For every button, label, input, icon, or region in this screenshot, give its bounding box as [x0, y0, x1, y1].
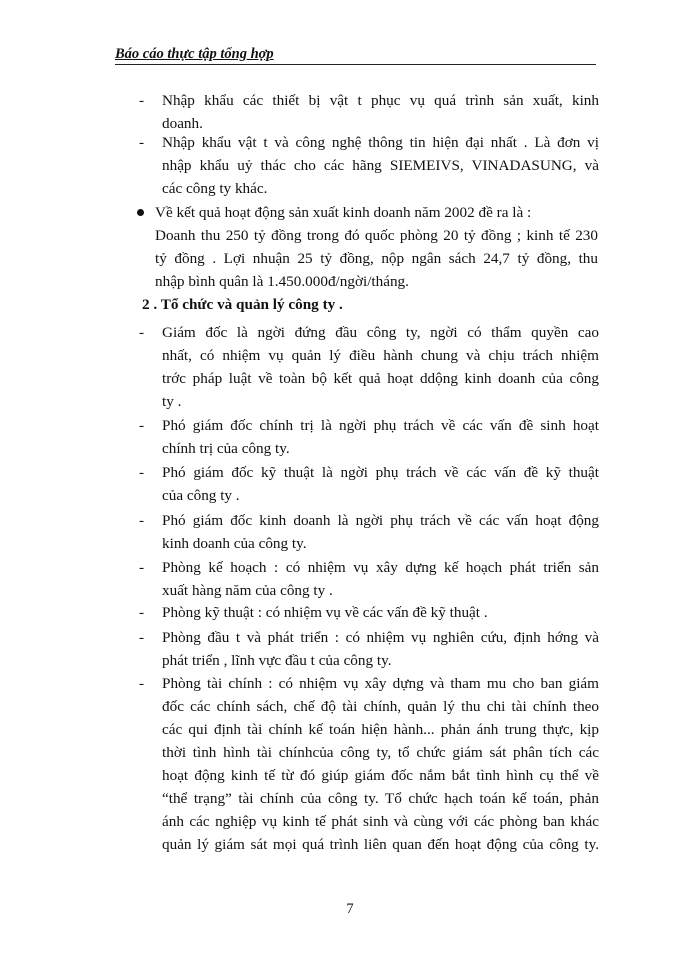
list-item-text — [162, 321, 599, 413]
text-line: Phòng kỹ thuật : có nhiệm vụ về các vấn đề kỹ thuật . — [162, 604, 488, 621]
list-item-text — [162, 461, 599, 507]
page-header-title: Báo cáo thực tập tổng hợp — [115, 46, 274, 62]
text-line: trớc pháp luật về toàn bộ kết quả hoạt ddộng kinh doanh của công — [162, 370, 599, 387]
dash-marker: - — [139, 675, 145, 692]
text-line: ánh các nghiệp vụ kinh tế phát sinh và cùng với các phòng ban khác — [162, 813, 599, 830]
dash-marker: - — [139, 134, 145, 151]
dash-marker: - — [139, 512, 145, 529]
dash-marker: - — [139, 629, 145, 646]
text-line: Doanh thu 250 tỷ đồng trong đó quốc phòng 20 tỷ đồng ; kinh tế 230 — [155, 227, 598, 244]
list-item-text — [162, 672, 599, 856]
text-line: đốc các chính sách, chế độ tài chính, quản lý thu chi tài chính theo — [162, 698, 599, 715]
text-line: Phòng đầu t và phát triển : có nhiệm vụ nghiên cứu, định hớng và — [162, 629, 599, 646]
text-line: nhất, có nhiệm vụ quản lý điều hành chung và chịu trách nhiệm — [162, 347, 599, 364]
list-item-text — [162, 556, 599, 602]
bullet-icon — [137, 209, 144, 216]
text-line: thời tình hình tài chínhcủa công ty, tổ chức giám sát phân tích các — [162, 744, 599, 761]
dash-marker: - — [139, 559, 145, 576]
text-line: Phòng tài chính : có nhiệm vụ xây dựng và tham mu cho ban giám — [162, 675, 599, 692]
text-line: tỷ đồng . Lợi nhuận 25 tỷ đồng, nộp ngân sách 24,7 tỷ đồng, thu — [155, 250, 598, 267]
text-line: Phó giám đốc chính trị là ngời phụ trách về các vấn đề sinh hoạt — [162, 417, 599, 434]
text-line: “thể trạng” tài chính của công ty. Tổ chức hạch toán kế toán, phản — [162, 790, 599, 807]
page-number: 7 — [346, 901, 354, 917]
text-line: của công ty . — [162, 487, 240, 504]
text-line: nhập bình quân là 1.450.000đ/ngời/tháng. — [155, 273, 409, 290]
text-line: Giám đốc là ngời đứng đầu công ty, ngời có thẩm quyền cao — [162, 324, 599, 341]
list-item-text — [162, 414, 599, 460]
text-line: phát triển , lĩnh vực đầu t của công ty. — [162, 652, 392, 669]
text-line: Phòng kế hoạch : có nhiệm vụ xây dựng kế hoạch phát triển sản — [162, 559, 599, 576]
section-heading: 2 . Tổ chức và quản lý công ty . — [142, 296, 343, 313]
text-line: chính trị của công ty. — [162, 440, 290, 457]
text-line: Nhập khẩu các thiết bị vật t phục vụ quá trình sản xuất, kinh — [162, 92, 599, 109]
text-line: kinh doanh của công ty. — [162, 535, 307, 552]
dash-marker: - — [139, 464, 145, 481]
results-heading: Về kết quả hoạt động sản xuất kinh doanh năm 2002 đề ra là : — [155, 204, 532, 221]
list-item-text — [162, 601, 599, 624]
dash-marker: - — [139, 92, 145, 109]
text-line: các công ty khác. — [162, 180, 268, 197]
list-item-text — [162, 131, 599, 200]
text-line: các qui định tài chính kế toán hiện hành... phản ánh trung thực, kịp — [162, 721, 599, 738]
text-line: ty . — [162, 393, 182, 410]
dash-marker: - — [139, 417, 145, 434]
text-line: Nhập khẩu vật t và công nghệ thông tin hiện đại nhất . Là đơn vị — [162, 134, 599, 151]
dash-marker: - — [139, 324, 145, 341]
text-line: Phó giám đốc kinh doanh là ngời phụ trách về các vấn hoạt động — [162, 512, 599, 529]
header-rule — [115, 64, 596, 65]
text-line: quản lý giám sát mọi quá trình liên quan đến hoạt động của công ty. — [162, 836, 599, 853]
text-line: hoạt động kinh tế từ đó giúp giám đốc nắm bắt tình hình cụ thể về — [162, 767, 599, 784]
results-paragraph — [155, 224, 598, 293]
list-item-text — [162, 89, 599, 135]
text-line: xuất hàng năm của công ty . — [162, 582, 333, 599]
text-line: nhập khẩu uỷ thác cho các hãng SIEMEIVS, VINADASUNG, và — [162, 157, 599, 174]
list-item-text — [162, 626, 599, 672]
text-line: doanh. — [162, 115, 203, 132]
text-line: Phó giám đốc kỹ thuật là ngời phụ trách về các vấn đề kỹ thuật — [162, 464, 599, 481]
dash-marker: - — [139, 604, 145, 621]
list-item-text — [162, 509, 599, 555]
